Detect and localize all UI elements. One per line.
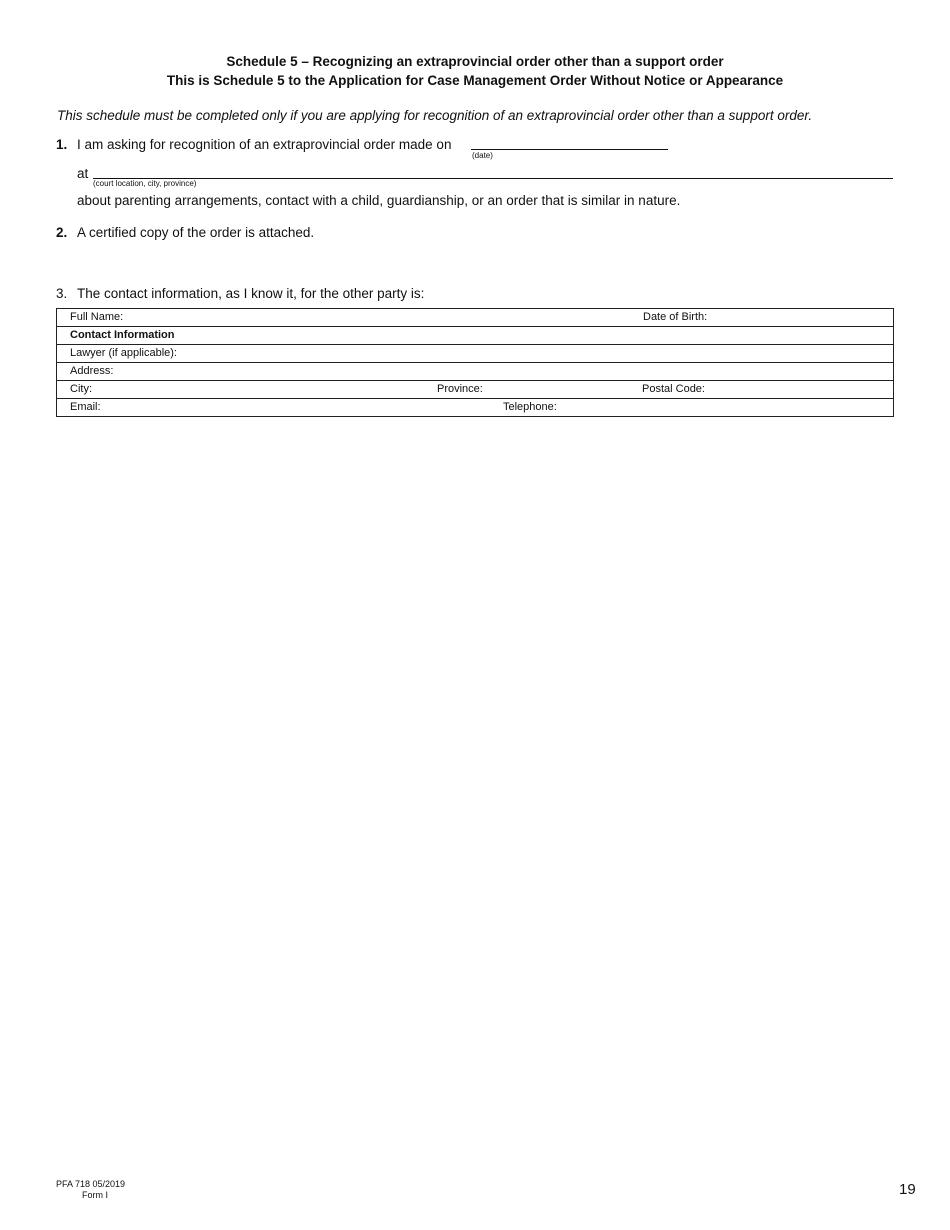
- form-name: Form I: [82, 1190, 108, 1200]
- city-province-postal-row[interactable]: [57, 381, 894, 399]
- address-field[interactable]: [57, 363, 894, 381]
- form-code: PFA 718 05/2019: [56, 1179, 126, 1189]
- full-name-field[interactable]: [57, 309, 894, 327]
- item-2-text: A certified copy of the order is attached.: [77, 225, 315, 240]
- contact-information-heading: Contact Information: [70, 329, 175, 341]
- item-1-about-text: about parenting arrangements, contact with a child, guardianship, or an order that is similar in nature.: [77, 193, 681, 208]
- item-1-text: I am asking for recognition of an extraprovincial order made on: [77, 137, 452, 152]
- contact-info-table: [56, 308, 894, 417]
- date-field-line[interactable]: [471, 149, 668, 150]
- city-label: City:: [70, 383, 92, 395]
- lawyer-label: Lawyer (if applicable):: [70, 347, 177, 359]
- address-label: Address:: [70, 365, 114, 377]
- court-location-caption: (court location, city, province): [93, 179, 197, 188]
- date-of-birth-label: Date of Birth:: [643, 311, 708, 323]
- page-number: 19: [899, 1181, 916, 1198]
- schedule-subtitle: This is Schedule 5 to the Application for Case Management Order Without Notice or Appearance: [166, 73, 784, 88]
- postal-code-label: Postal Code:: [642, 383, 705, 395]
- court-location-field-line[interactable]: [93, 178, 893, 179]
- date-caption: (date): [472, 151, 493, 160]
- intro-instruction: This schedule must be completed only if you are applying for recognition of an extraprovincial order other than a support order.: [57, 108, 813, 123]
- telephone-label: Telephone:: [503, 401, 557, 413]
- email-telephone-row[interactable]: [57, 399, 894, 417]
- at-label: at: [77, 166, 89, 181]
- province-label: Province:: [437, 383, 483, 395]
- lawyer-field[interactable]: [57, 345, 894, 363]
- form-footer: [56, 1179, 125, 1201]
- contact-information-header-row: [57, 327, 894, 345]
- item-3-number: 3.: [56, 286, 68, 301]
- schedule-title: Schedule 5 – Recognizing an extraprovincial order other than a support order: [226, 54, 724, 69]
- item-1-number: 1.: [56, 137, 68, 152]
- item-2-number: 2.: [56, 225, 68, 240]
- item-3-text: The contact information, as I know it, for the other party is:: [77, 286, 425, 301]
- email-label: Email:: [70, 401, 101, 413]
- full-name-label: Full Name:: [70, 311, 124, 323]
